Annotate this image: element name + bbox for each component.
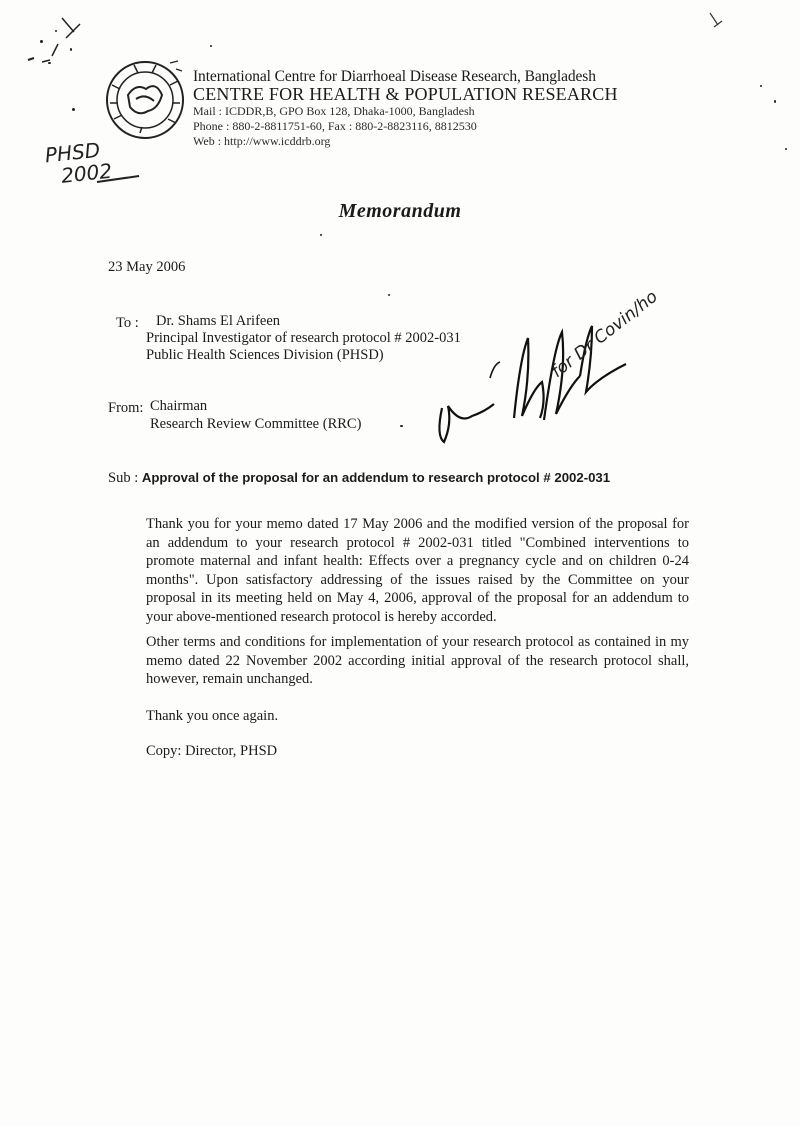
letterhead-mail: Mail : ICDDR,B, GPO Box 128, Dhaka-1000, Bangladesh (193, 104, 475, 118)
scan-speck (72, 108, 75, 111)
from-line-1: Chairman (150, 398, 208, 414)
from-line-2: Research Review Committee (RRC) (150, 416, 362, 432)
underline-stroke-icon (95, 160, 145, 190)
signature-note: for Dr Covin/ho (547, 286, 662, 382)
subject-label: Sub : (108, 470, 139, 486)
memo-date: 23 May 2006 (108, 259, 186, 275)
to-label: To : (116, 315, 139, 331)
paragraph-1-text: Thank you for your memo dated 17 May 2006 and the modified version of the proposal for an addendum to your research protocol # 2002-031 titled "Combined interventions to promote maternal and infant health: Effects over a pregnancy cycle and on children 0-24 months". Upon satisfactory addressing of the issues raised by the Committee on your proposal in its meeting held on May 4, 2006, approval of the proposal for an addendum to your above-mentioned research protocol is hereby accorded. (146, 516, 689, 625)
paragraph-2-text: Other terms and conditions for implementation of your research protocol as contained in my memo dated 22 November 2002 according initial approval of the research protocol shall, however, remain unchanged. (146, 634, 689, 688)
letterhead-phone: Phone : 880-2-8811751-60, Fax : 880-2-8823116, 8812530 (193, 119, 477, 133)
annotation-line-2: 2002 (59, 158, 114, 188)
scan-speck (785, 148, 787, 150)
letterhead-org-name: International Centre for Diarrhoeal Disease Research, Bangladesh (193, 68, 596, 85)
to-line-2: Principal Investigator of research protocol # 2002-031 (146, 330, 461, 346)
scan-speck (760, 85, 762, 87)
seal-logo-icon (100, 55, 190, 145)
scan-speck (400, 425, 403, 427)
scan-speck (774, 100, 776, 103)
thanks-line: Thank you once again. (146, 708, 279, 724)
scan-marks-icon (22, 10, 92, 70)
subject-line (108, 470, 610, 487)
scan-speck (388, 294, 390, 296)
to-line-3: Public Health Sciences Division (PHSD) (146, 347, 384, 363)
subject-text: Approval of the proposal for an addendum to research protocol # 2002-031 (141, 470, 611, 485)
handwritten-signature-icon (430, 318, 690, 453)
body-paragraph-2 (146, 633, 689, 689)
letterhead-web: Web : http://www.icddrb.org (193, 134, 331, 148)
to-name: Dr. Shams El Arifeen (156, 313, 281, 329)
body-paragraph-1 (146, 515, 689, 627)
letterhead-centre-name: CENTRE FOR HEALTH & POPULATION RESEARCH (193, 84, 618, 104)
from-label: From: (108, 400, 144, 416)
annotation-line-1: PHSD (43, 137, 102, 168)
memo-title: Memorandum (338, 200, 462, 222)
copy-line: Copy: Director, PHSD (146, 743, 278, 759)
scan-speck (210, 45, 212, 47)
scan-marks-icon (700, 5, 760, 45)
scan-speck (320, 234, 322, 236)
